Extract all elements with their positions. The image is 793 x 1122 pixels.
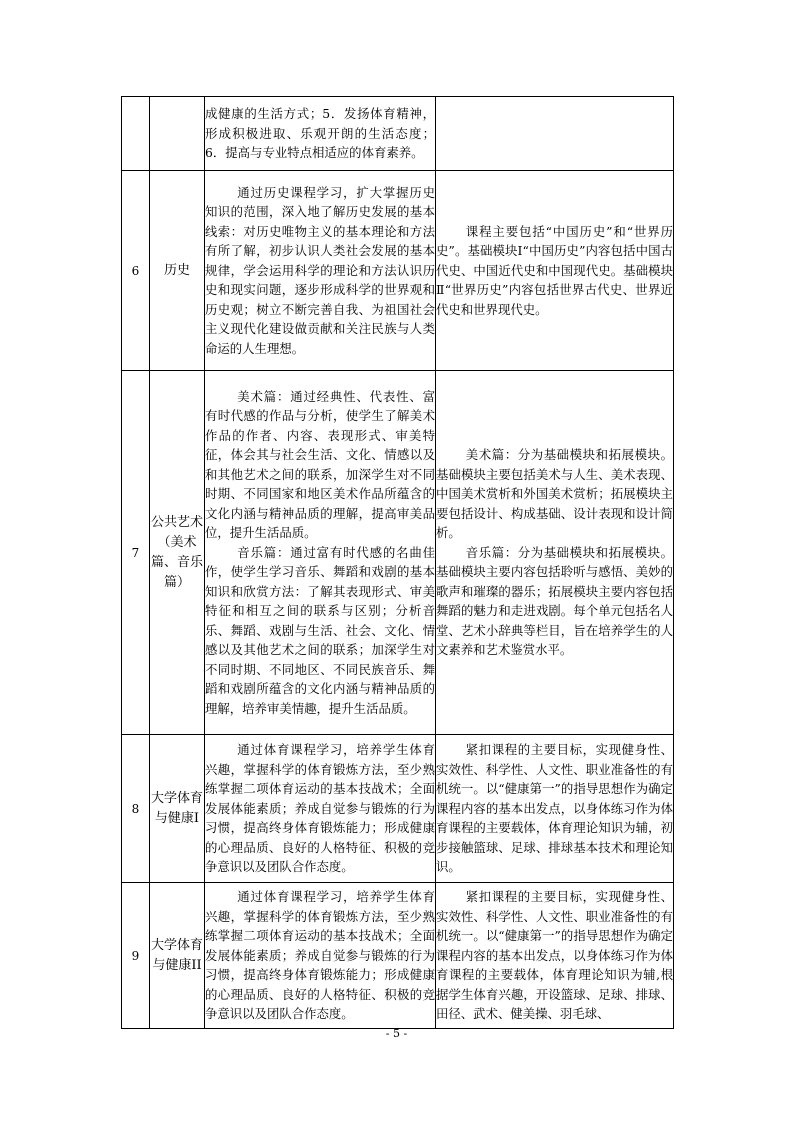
course-content bbox=[436, 171, 674, 371]
course-content bbox=[436, 735, 674, 883]
content-paragraph: 音乐篇：分为基础模块和拓展模块。基础模块主要内容包括聆听与感悟、美妙的歌声和璀璨的器乐；拓展模块主要内容包括舞蹈的魅力和走进戏剧。每个单元包括名人堂、艺术小辞典等栏目，旨在培养学生的人文素养和艺术鉴赏水平。 bbox=[436, 544, 673, 658]
course-name: 公共艺术（美术篇、音乐篇） bbox=[150, 371, 205, 735]
table-row bbox=[122, 883, 674, 1029]
goal-paragraph: 美术篇：通过经典性、代表性、富有时代感的作品与分析，使学生了解美术作品的作者、内容、表现形式、审美特征，体会其与社会生活、文化、情感以及和其他艺术之间的联系，加深学生对不同时期、不同国家和地区美术作品所蕴含的文化内涵与精神品质的理解，提高审美品位，提升生活品质。 bbox=[205, 388, 435, 541]
course-content bbox=[436, 97, 674, 171]
course-name: 大学体育与健康II bbox=[150, 883, 205, 1029]
content-paragraph: 课程主要包括“中国历史”和“世界历史”。基础模块Ⅰ“中国历史”内容包括中国古代史、中国近代史和中国现代史。基础模块Ⅱ“世界历史”内容包括世界古代史、世界近代史和世界现代史。 bbox=[436, 223, 673, 317]
course-name: 大学体育与健康Ⅰ bbox=[150, 735, 205, 883]
course-content bbox=[436, 883, 674, 1029]
course-goal bbox=[205, 371, 436, 735]
course-name bbox=[150, 97, 205, 171]
table-row bbox=[122, 171, 674, 371]
goal-paragraph: 音乐篇：通过富有时代感的名曲佳作，使学生学习音乐、舞蹈和戏剧的基本知识和欣赏方法：了解其表现形式、审美特征和相互之间的联系与区别；分析音乐、舞蹈、戏剧与生活、社会、文化、情感以及其他艺术之间的联系；加深学生对不同时期、不同地区、不同民族音乐、舞蹈和戏剧所蕴含的文化内涵与精神品质的理解，培养审美情趣，提升生活品质。 bbox=[205, 544, 435, 716]
row-number: 8 bbox=[122, 735, 150, 883]
goal-paragraph: 通过体育课程学习，培养学生体育兴趣，掌握科学的体育锻炼方法，至少熟练掌握二项体育运动的基本技战术；全面发展体能素质；养成自觉参与锻炼的行为习惯，提高终身体育锻炼能力；形成健康的心理品质、良好的人格特征、积极的竞争意识以及团队合作态度。 bbox=[205, 889, 435, 1022]
row-number: 9 bbox=[122, 883, 150, 1029]
course-goal bbox=[205, 735, 436, 883]
course-goal bbox=[205, 883, 436, 1029]
table-row bbox=[122, 97, 674, 171]
content-paragraph: 美术篇：分为基础模块和拓展模块。基础模块主要包括美术与人生、美术表现、中国美术赏析和外国美术赏析；拓展模块主要包括设计、构成基础、设计表现和设计简析。 bbox=[436, 447, 673, 541]
goal-paragraph: 成健康的生活方式；5．发扬体育精神，形成积极进取、乐观开朗的生活态度；6．提高与专业特点相适应的体育素养。 bbox=[205, 106, 435, 161]
course-table bbox=[121, 96, 674, 1029]
content-paragraph: 紧扣课程的主要目标，实现健身性、实效性、科学性、人文性、职业准备性的有机统一。以“健康第一”的指导思想作为确定课程内容的基本出发点，以身体练习作为体育课程的主要载体，体育理论知识为辅，初步接触篮球、足球、排球基本技术和理论知识。 bbox=[436, 742, 673, 875]
goal-paragraph: 通过体育课程学习，培养学生体育兴趣，掌握科学的体育锻炼方法，至少熟练掌握二项体育运动的基本技战术；全面发展体能素质；养成自觉参与锻炼的行为习惯，提高终身体育锻炼能力；形成健康的心理品质、良好的人格特征、积极的竞争意识以及团队合作态度。 bbox=[205, 742, 435, 875]
goal-paragraph: 通过历史课程学习，扩大掌握历史知识的范围，深入地了解历史发展的基本线索：对历史唯物主义的基本理论和方法有所了解，初步认识人类社会发展的基本规律，学会运用科学的理论和方法认识历史和现实问题，逐步形成科学的世界观和历史观；树立不断完善自我、为祖国社会主义现代化建设做贡献和关注民族与人类命运的人生理想。 bbox=[205, 184, 435, 356]
row-number: 7 bbox=[122, 371, 150, 735]
course-content bbox=[436, 371, 674, 735]
table-row bbox=[122, 735, 674, 883]
row-number bbox=[122, 97, 150, 171]
course-goal bbox=[205, 97, 436, 171]
table-row bbox=[122, 371, 674, 735]
page-number: - 5 - bbox=[385, 1027, 408, 1040]
row-number: 6 bbox=[122, 171, 150, 371]
course-goal bbox=[205, 171, 436, 371]
content-paragraph: 紧扣课程的主要目标，实现健身性、实效性、科学性、人文性、职业准备性的有机统一。以“健康第一”的指导思想作为确定课程内容的基本出发点，以身体练习作为体育课程的主要载体，体育理论知识为辅,根据学生体育兴趣，开设篮球、足球、排球、田径、武术、健美操、羽毛球、 bbox=[436, 889, 673, 1022]
course-name: 历史 bbox=[150, 171, 205, 371]
